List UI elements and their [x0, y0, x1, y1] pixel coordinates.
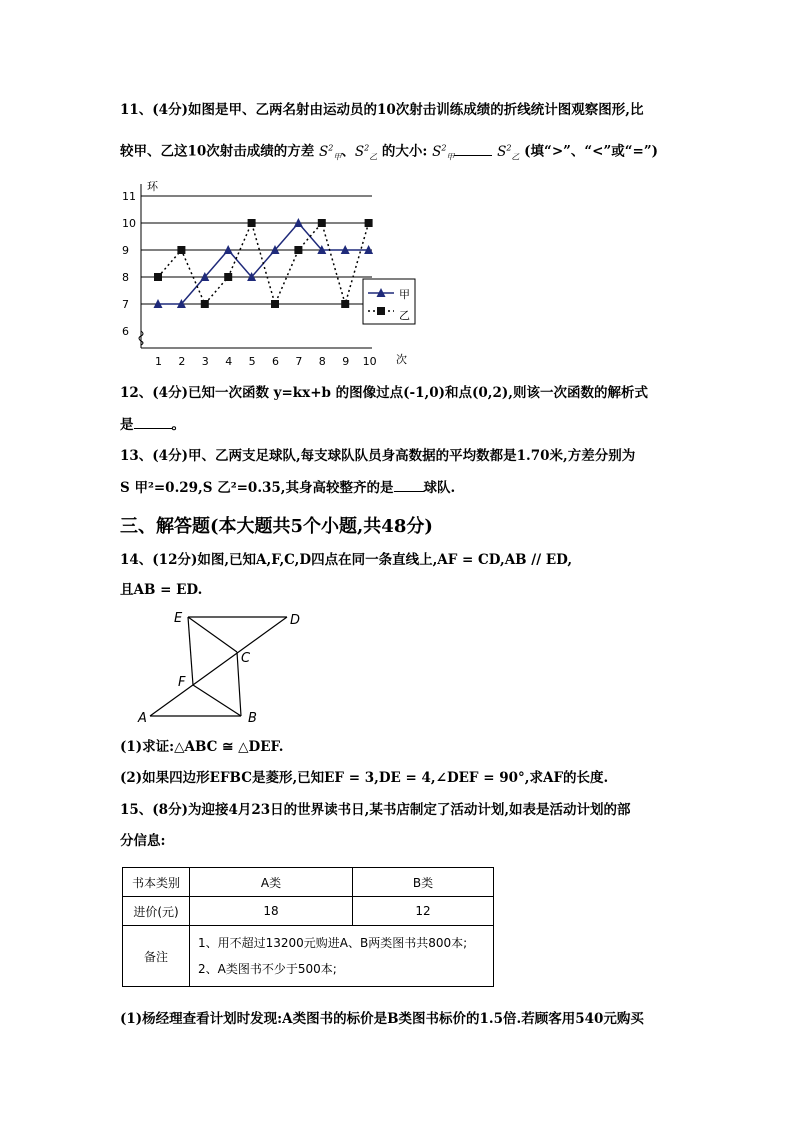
x-tick-label: 8 — [318, 355, 326, 368]
segment-FB — [193, 685, 241, 716]
y-tick-label: 9 — [122, 244, 129, 257]
q13-line2-a: S 甲²=0.29,S 乙²=0.35,其身高较整齐的是 — [120, 480, 394, 496]
label-D: D — [290, 613, 301, 628]
q13-line2 — [120, 477, 700, 498]
legend-jia-label: 甲 — [399, 288, 410, 301]
x-tick-label: 3 — [201, 355, 209, 368]
segment-EF — [188, 617, 193, 685]
x-axis-label: 次 — [396, 353, 407, 366]
x-tick-label: 1 — [155, 355, 162, 368]
q11-line2-b: 的大小: — [381, 143, 428, 160]
label-B: B — [248, 711, 257, 726]
q12-line2-start: 是 — [120, 417, 134, 433]
data-point-yi — [365, 219, 373, 227]
label-E: E — [174, 611, 183, 626]
q15-line1: 15、(8分)为迎接4月23日的世界读书日,某书店制定了活动计划,如表是活动计划的部 — [120, 802, 631, 818]
table-cell: 备注 — [123, 926, 190, 987]
q11-sep: 、 — [341, 143, 355, 160]
chart-axes — [139, 180, 407, 366]
table-row — [123, 926, 494, 987]
q13-line1: 13、(4分)甲、乙两支足球队,每支球队队员身高数据的平均数都是1.70米,方差分别为 — [120, 448, 636, 464]
variance-yi: $S^2_乙$ — [354, 143, 378, 162]
q12-line2-end: 。 — [171, 417, 185, 433]
q12-line1: 12、(4分)已知一次函数 y=kx+b 的图像过点(-1,0)和点(0,2),则该一次函数的解析式 — [120, 385, 648, 401]
x-tick-label: 9 — [342, 355, 350, 368]
q14-line2: 且AB = ED. — [120, 582, 203, 598]
q12-answer-blank[interactable] — [134, 414, 172, 429]
table-cell: 12 — [353, 897, 494, 926]
note-1: 1、用不超过13200元购进A、B两类图书共800本; — [198, 936, 468, 950]
data-point-yi — [248, 219, 256, 227]
x-tick-label: 4 — [225, 355, 233, 368]
x-tick-label: 10 — [362, 355, 377, 368]
q11-line2-c: (填“>”、“<”或“=”) — [524, 143, 658, 160]
segment-EC — [188, 617, 237, 652]
q11-line2-a: 较甲、乙这10次射击成绩的方差 — [120, 143, 315, 160]
y-tick-label: 10 — [122, 217, 136, 230]
table-header-row — [123, 868, 494, 897]
chart-legend — [363, 279, 415, 324]
table-cell: A类 — [190, 868, 353, 897]
variance-jia-2: $S^2_甲$ — [432, 143, 455, 162]
data-point-yi — [294, 246, 302, 254]
x-tick-label: 5 — [248, 355, 256, 368]
table-cell: 18 — [190, 897, 353, 926]
data-point-yi — [271, 300, 279, 308]
variance-jia: $S^2_甲$ — [319, 143, 342, 162]
q14-line1: 14、(12分)如图,已知A,F,C,D四点在同一条直线上,AF = CD,AB // ED, — [120, 552, 573, 568]
shooting-score-line-chart — [110, 178, 420, 378]
data-point-yi — [341, 300, 349, 308]
note-2: 2、A类图书不少于500本; — [198, 962, 337, 976]
legend-yi-marker — [377, 307, 385, 315]
q13-answer-blank[interactable] — [394, 477, 424, 492]
y-tick-label: 6 — [122, 325, 129, 338]
section-3-heading: 三、解答题(本大题共5个小题,共48分) — [120, 516, 433, 537]
q15-sub1: (1)杨经理查看计划时发现:A类图书的标价是B类图书标价的1.5倍.若顾客用540元购买 — [120, 1011, 644, 1027]
y-tick-label: 8 — [122, 271, 129, 284]
data-point-yi — [154, 273, 162, 281]
legend-yi-label: 乙 — [399, 309, 410, 322]
q14-sub1: (1)求证:△ABC ≅ △DEF. — [120, 739, 284, 755]
table-cell: B类 — [353, 868, 494, 897]
data-point-yi — [318, 219, 326, 227]
table-cell: 进价(元) — [123, 897, 190, 926]
series-yi — [154, 219, 373, 308]
y-axis-label: 环 — [147, 180, 158, 193]
plan-info-table — [122, 867, 494, 987]
table-note-cell — [190, 926, 494, 987]
x-tick-label: 7 — [295, 355, 303, 368]
data-point-yi — [201, 300, 209, 308]
data-point-yi — [224, 273, 232, 281]
q12-line2 — [120, 414, 700, 435]
variance-yi-2: $S^2_乙$ — [497, 143, 520, 162]
y-tick-label: 7 — [122, 298, 129, 311]
q11-answer-blank[interactable] — [454, 141, 492, 156]
y-tick-label: 11 — [122, 190, 136, 203]
geometry-figure — [130, 605, 310, 730]
q15-line2: 分信息: — [120, 833, 166, 849]
label-C: C — [241, 651, 251, 666]
series-yi-line — [158, 223, 369, 304]
x-tick-label: 2 — [178, 355, 186, 368]
q14-sub2: (2)如果四边形EFBC是菱形,已知EF = 3,DE = 4,∠DEF = 90°,求AF的长度. — [120, 770, 609, 786]
data-point-yi — [177, 246, 185, 254]
q11-line2 — [120, 138, 700, 167]
q11-line1: 11、(4分)如图是甲、乙两名射由运动员的10次射击训练成绩的折线统计图观察图形,比 — [120, 102, 644, 118]
table-row — [123, 897, 494, 926]
label-A: A — [138, 711, 147, 726]
x-tick-label: 6 — [272, 355, 279, 368]
q13-line2-b: 球队. — [423, 480, 456, 496]
table-cell: 书本类别 — [123, 868, 190, 897]
label-F: F — [178, 675, 186, 690]
